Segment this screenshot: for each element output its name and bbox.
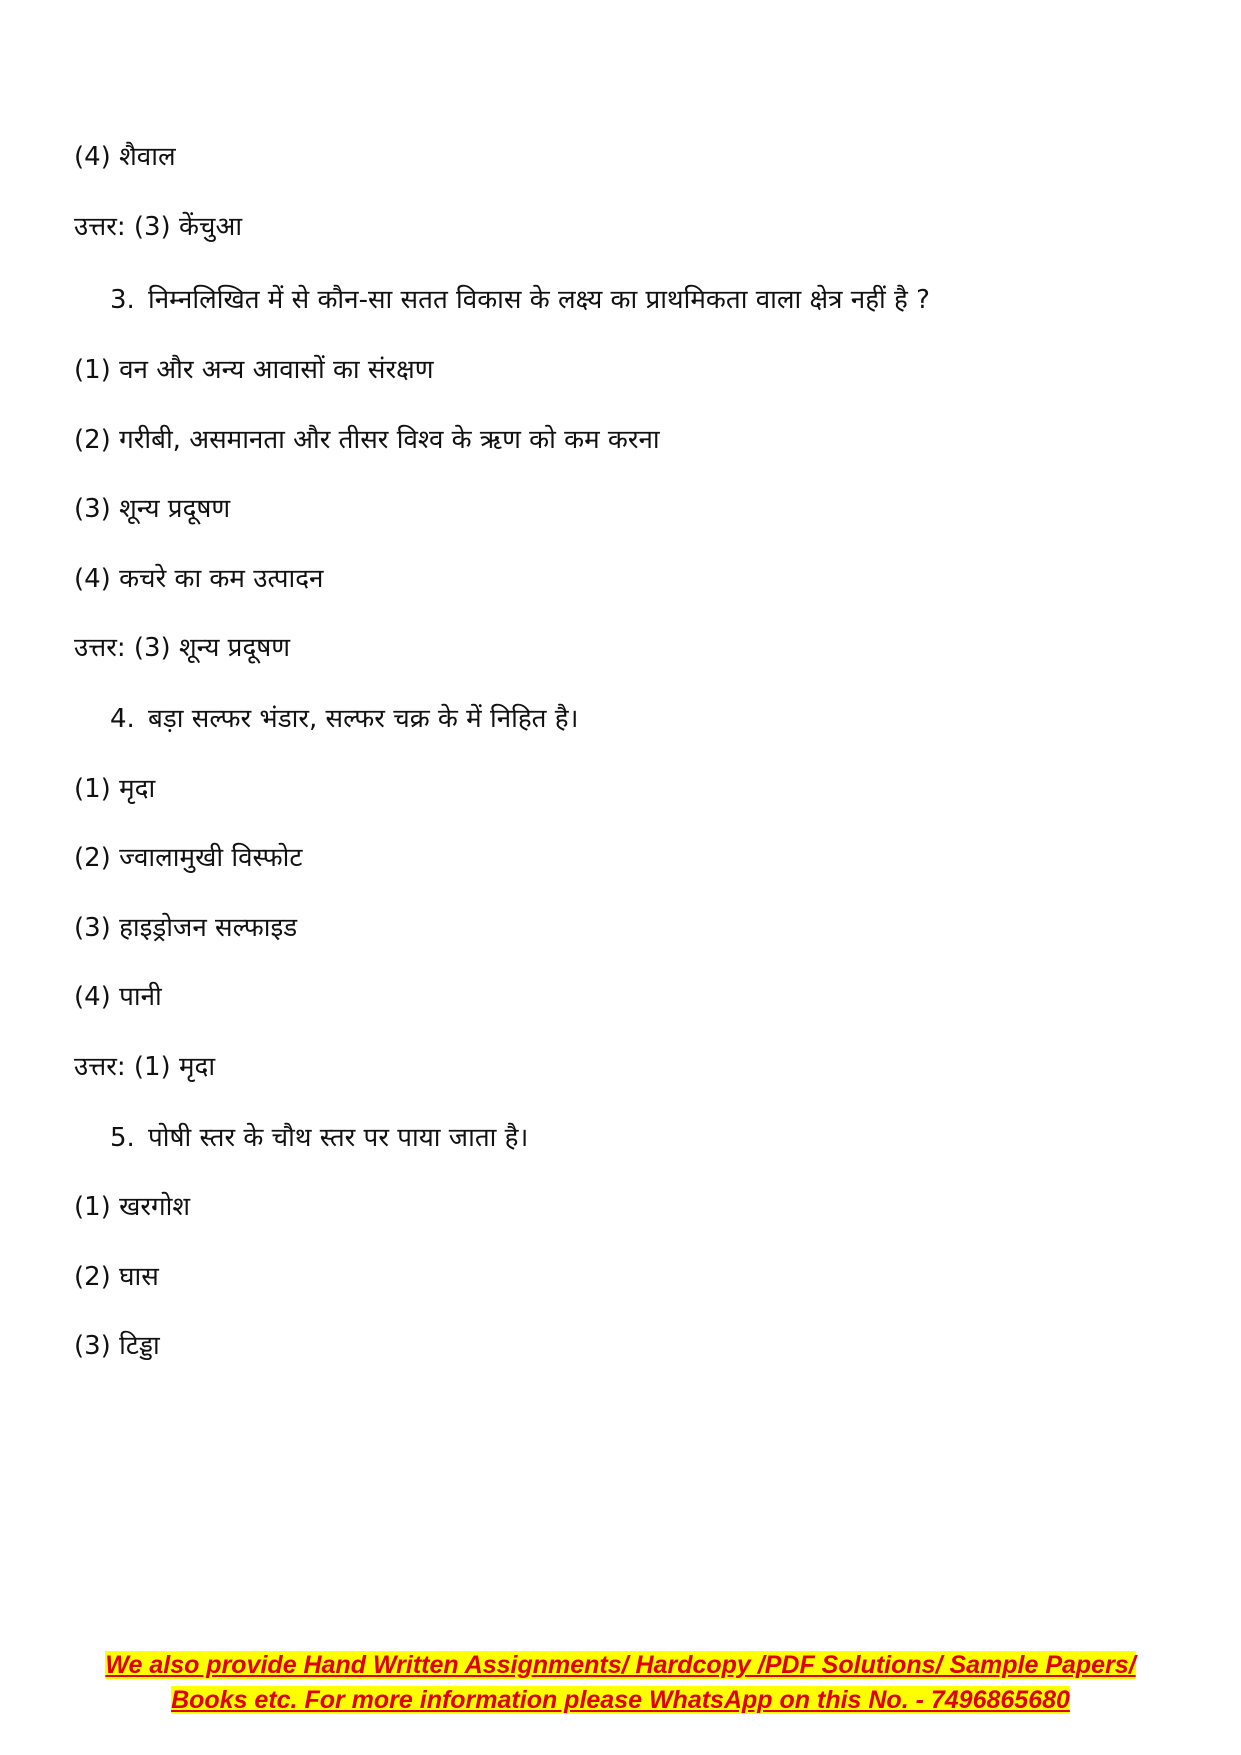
q3-option-4: (4) कचरे का कम उत्पादन xyxy=(74,564,324,594)
question-5-text: पोषी स्तर के चौथ स्तर पर पाया जाता है। xyxy=(148,1123,529,1153)
question-4-text: बड़ा सल्फर भंडार, सल्फर चक्र के में निहित है। xyxy=(148,704,579,734)
promo-footer-line-1: We also provide Hand Written Assignments/ Hardcopy /PDF Solutions/ Sample Papers/ xyxy=(105,1651,1136,1679)
question-4 xyxy=(110,702,578,736)
promo-footer-line-2: Books etc. For more information please WhatsApp on this No. - 7496865680 xyxy=(171,1686,1070,1714)
promo-footer xyxy=(0,1648,1241,1718)
q5-option-2: (2) घास xyxy=(74,1262,159,1292)
q5-option-3: (3) टिड्डा xyxy=(74,1331,160,1361)
q4-option-3: (3) हाइड्रोजन सल्फाइड xyxy=(74,913,298,943)
question-3-text: निम्नलिखित में से कौन-सा सतत विकास के लक्ष्य का प्राथमिकता वाला क्षेत्र नहीं है ? xyxy=(148,285,930,315)
q4-option-4: (4) पानी xyxy=(74,982,162,1012)
question-5-number: 5. xyxy=(110,1123,135,1153)
answer-q3: उत्तर: (3) शून्य प्रदूषण xyxy=(74,633,291,663)
question-3-number: 3. xyxy=(110,285,135,315)
q3-option-3: (3) शून्य प्रदूषण xyxy=(74,494,231,524)
answer-q4: उत्तर: (1) मृदा xyxy=(74,1052,216,1082)
q3-option-1: (1) वन और अन्य आवासों का संरक्षण xyxy=(74,355,434,385)
answer-q2: उत्तर: (3) केंचुआ xyxy=(74,212,243,242)
q4-option-1: (1) मृदा xyxy=(74,774,156,804)
q5-option-1: (1) खरगोश xyxy=(74,1192,191,1222)
q4-option-2: (2) ज्वालामुखी विस्फोट xyxy=(74,843,303,873)
question-3 xyxy=(110,283,930,317)
question-4-number: 4. xyxy=(110,704,135,734)
question-5 xyxy=(110,1121,528,1155)
q3-option-2: (2) गरीबी, असमानता और तीसर विश्व के ऋण को कम करना xyxy=(74,425,660,455)
option-4-algae: (4) शैवाल xyxy=(74,142,176,172)
